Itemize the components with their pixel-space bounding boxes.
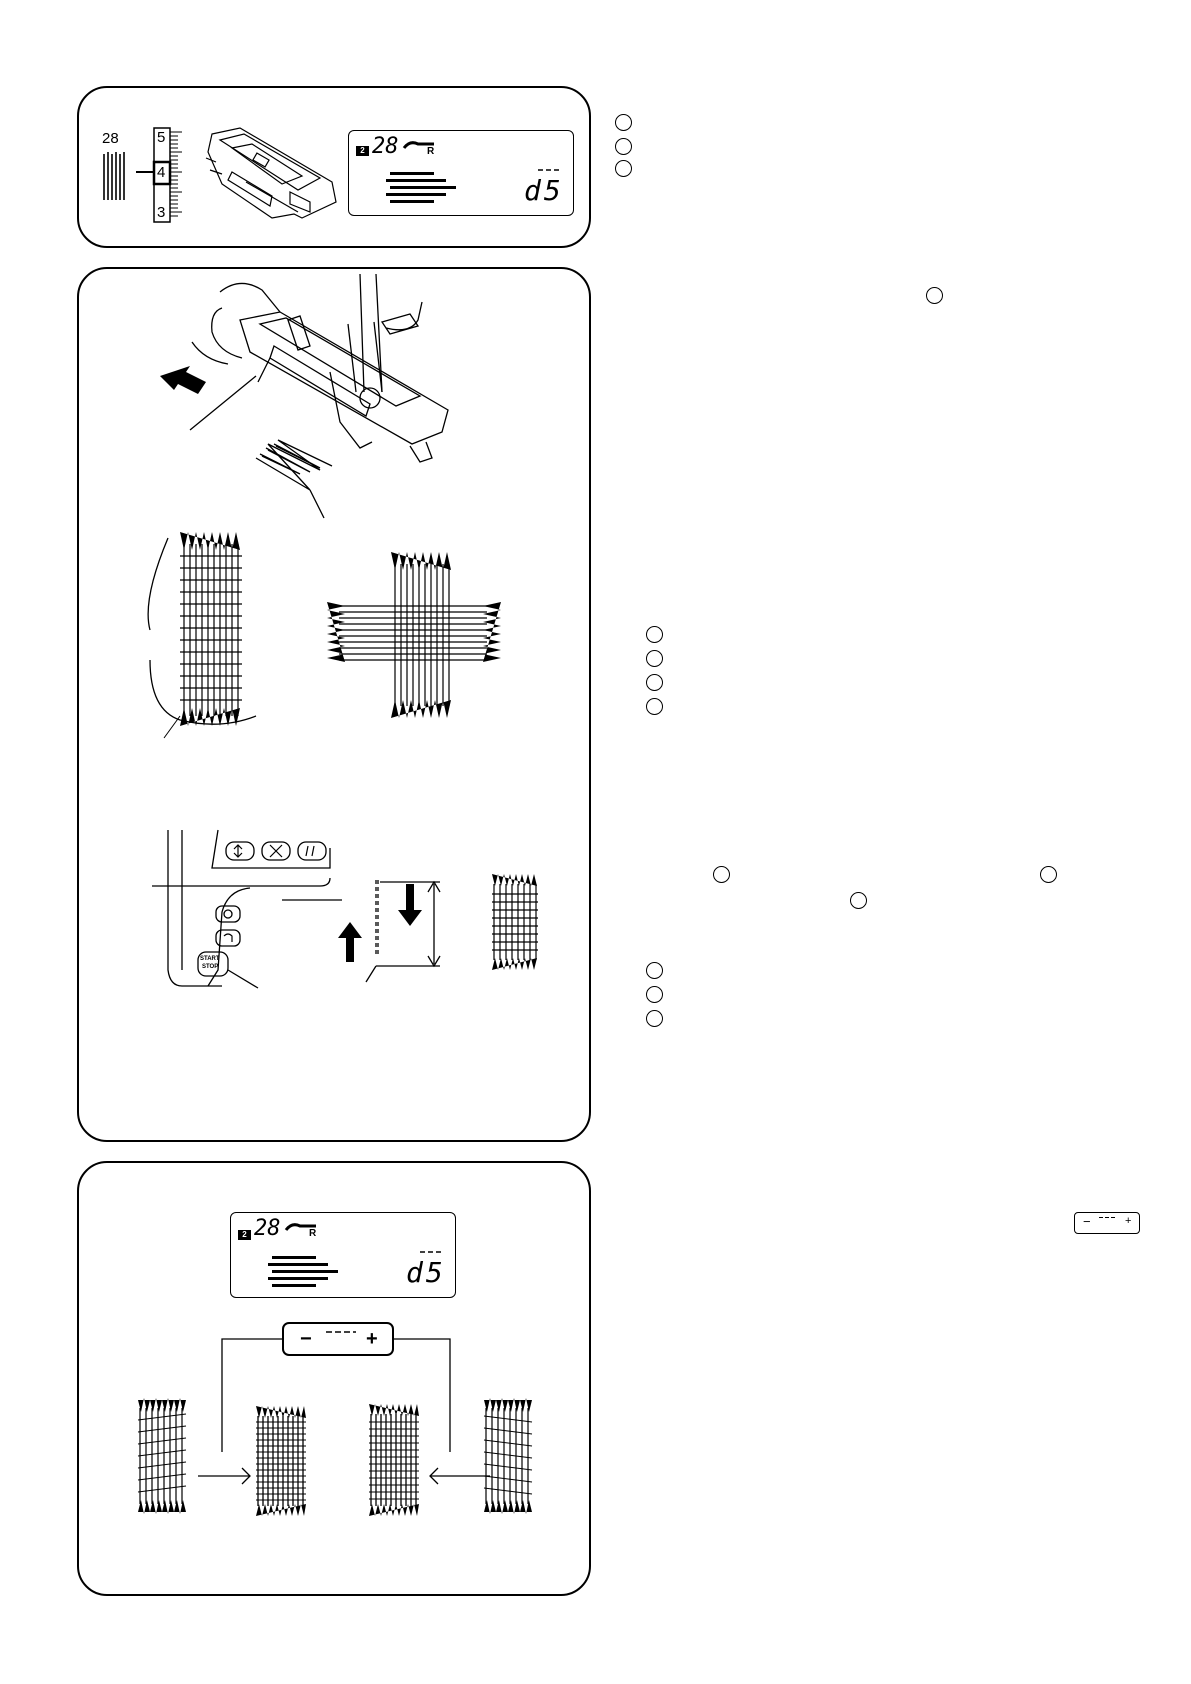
sewing-foot-hand-illustration bbox=[150, 272, 480, 532]
density-icon bbox=[326, 1330, 356, 1334]
width-indicator-bar bbox=[420, 1250, 444, 1254]
adjust-bracket-lines bbox=[190, 1338, 520, 1488]
buttonhole-stitch-icon bbox=[100, 152, 130, 202]
plus-label: + bbox=[366, 1328, 378, 1350]
buttonhole-foot-illustration bbox=[202, 122, 342, 227]
callout-circle bbox=[646, 650, 663, 667]
callout-circle bbox=[646, 674, 663, 691]
lcd-width-value: d5 bbox=[406, 1256, 446, 1289]
small-buttonhole-illustration bbox=[490, 874, 540, 970]
callout-circle bbox=[615, 160, 632, 177]
lcd-width-value: d5 bbox=[524, 174, 564, 207]
density-sample-coarse-right bbox=[482, 1394, 536, 1516]
callout-circle bbox=[713, 866, 730, 883]
callout-circle bbox=[1040, 866, 1057, 883]
control-panel-illustration bbox=[152, 830, 352, 990]
callout-circle bbox=[615, 114, 632, 131]
start-stop-label: START bbox=[200, 956, 220, 962]
callout-circle bbox=[850, 892, 867, 909]
buttonhole-length-diagram bbox=[330, 870, 450, 990]
density-sample-dense-left bbox=[254, 1404, 308, 1518]
buttonhole-pattern-icon bbox=[268, 1254, 340, 1290]
density-sample-dense-right bbox=[367, 1402, 421, 1518]
callout-circle bbox=[646, 698, 663, 715]
inline-minus-label: − bbox=[1083, 1214, 1091, 1229]
memory-icon: 2 bbox=[238, 1230, 251, 1240]
inline-density-icon bbox=[1099, 1216, 1117, 1219]
density-sample-coarse-left bbox=[136, 1396, 190, 1516]
callout-circle bbox=[646, 1010, 663, 1027]
memory-icon: 2 bbox=[356, 146, 369, 156]
callout-circle bbox=[646, 962, 663, 979]
start-stop-label: STOP bbox=[202, 964, 219, 970]
lcd-foot-letter: R bbox=[309, 1228, 317, 1239]
callout-circle bbox=[615, 138, 632, 155]
buttonhole-cross-illustration bbox=[325, 550, 505, 720]
lcd-pattern-number: 28 bbox=[372, 134, 399, 159]
callout-circle bbox=[646, 626, 663, 643]
dial-number-5: 5 bbox=[157, 129, 166, 146]
inline-plus-label: + bbox=[1125, 1215, 1132, 1227]
buttonhole-pattern-icon bbox=[386, 170, 458, 206]
callout-circle bbox=[646, 986, 663, 1003]
width-indicator-bar bbox=[538, 168, 562, 172]
inline-density-key bbox=[1074, 1212, 1140, 1234]
dial-number-3: 3 bbox=[157, 204, 166, 221]
lcd-foot-letter: R bbox=[427, 146, 435, 157]
callout-circle bbox=[926, 287, 943, 304]
dial-number-4: 4 bbox=[157, 164, 166, 181]
minus-label: − bbox=[300, 1328, 312, 1350]
buttonhole-front-illustration bbox=[140, 530, 270, 740]
stitch-number: 28 bbox=[102, 130, 119, 147]
lcd-pattern-number: 28 bbox=[254, 1216, 281, 1241]
